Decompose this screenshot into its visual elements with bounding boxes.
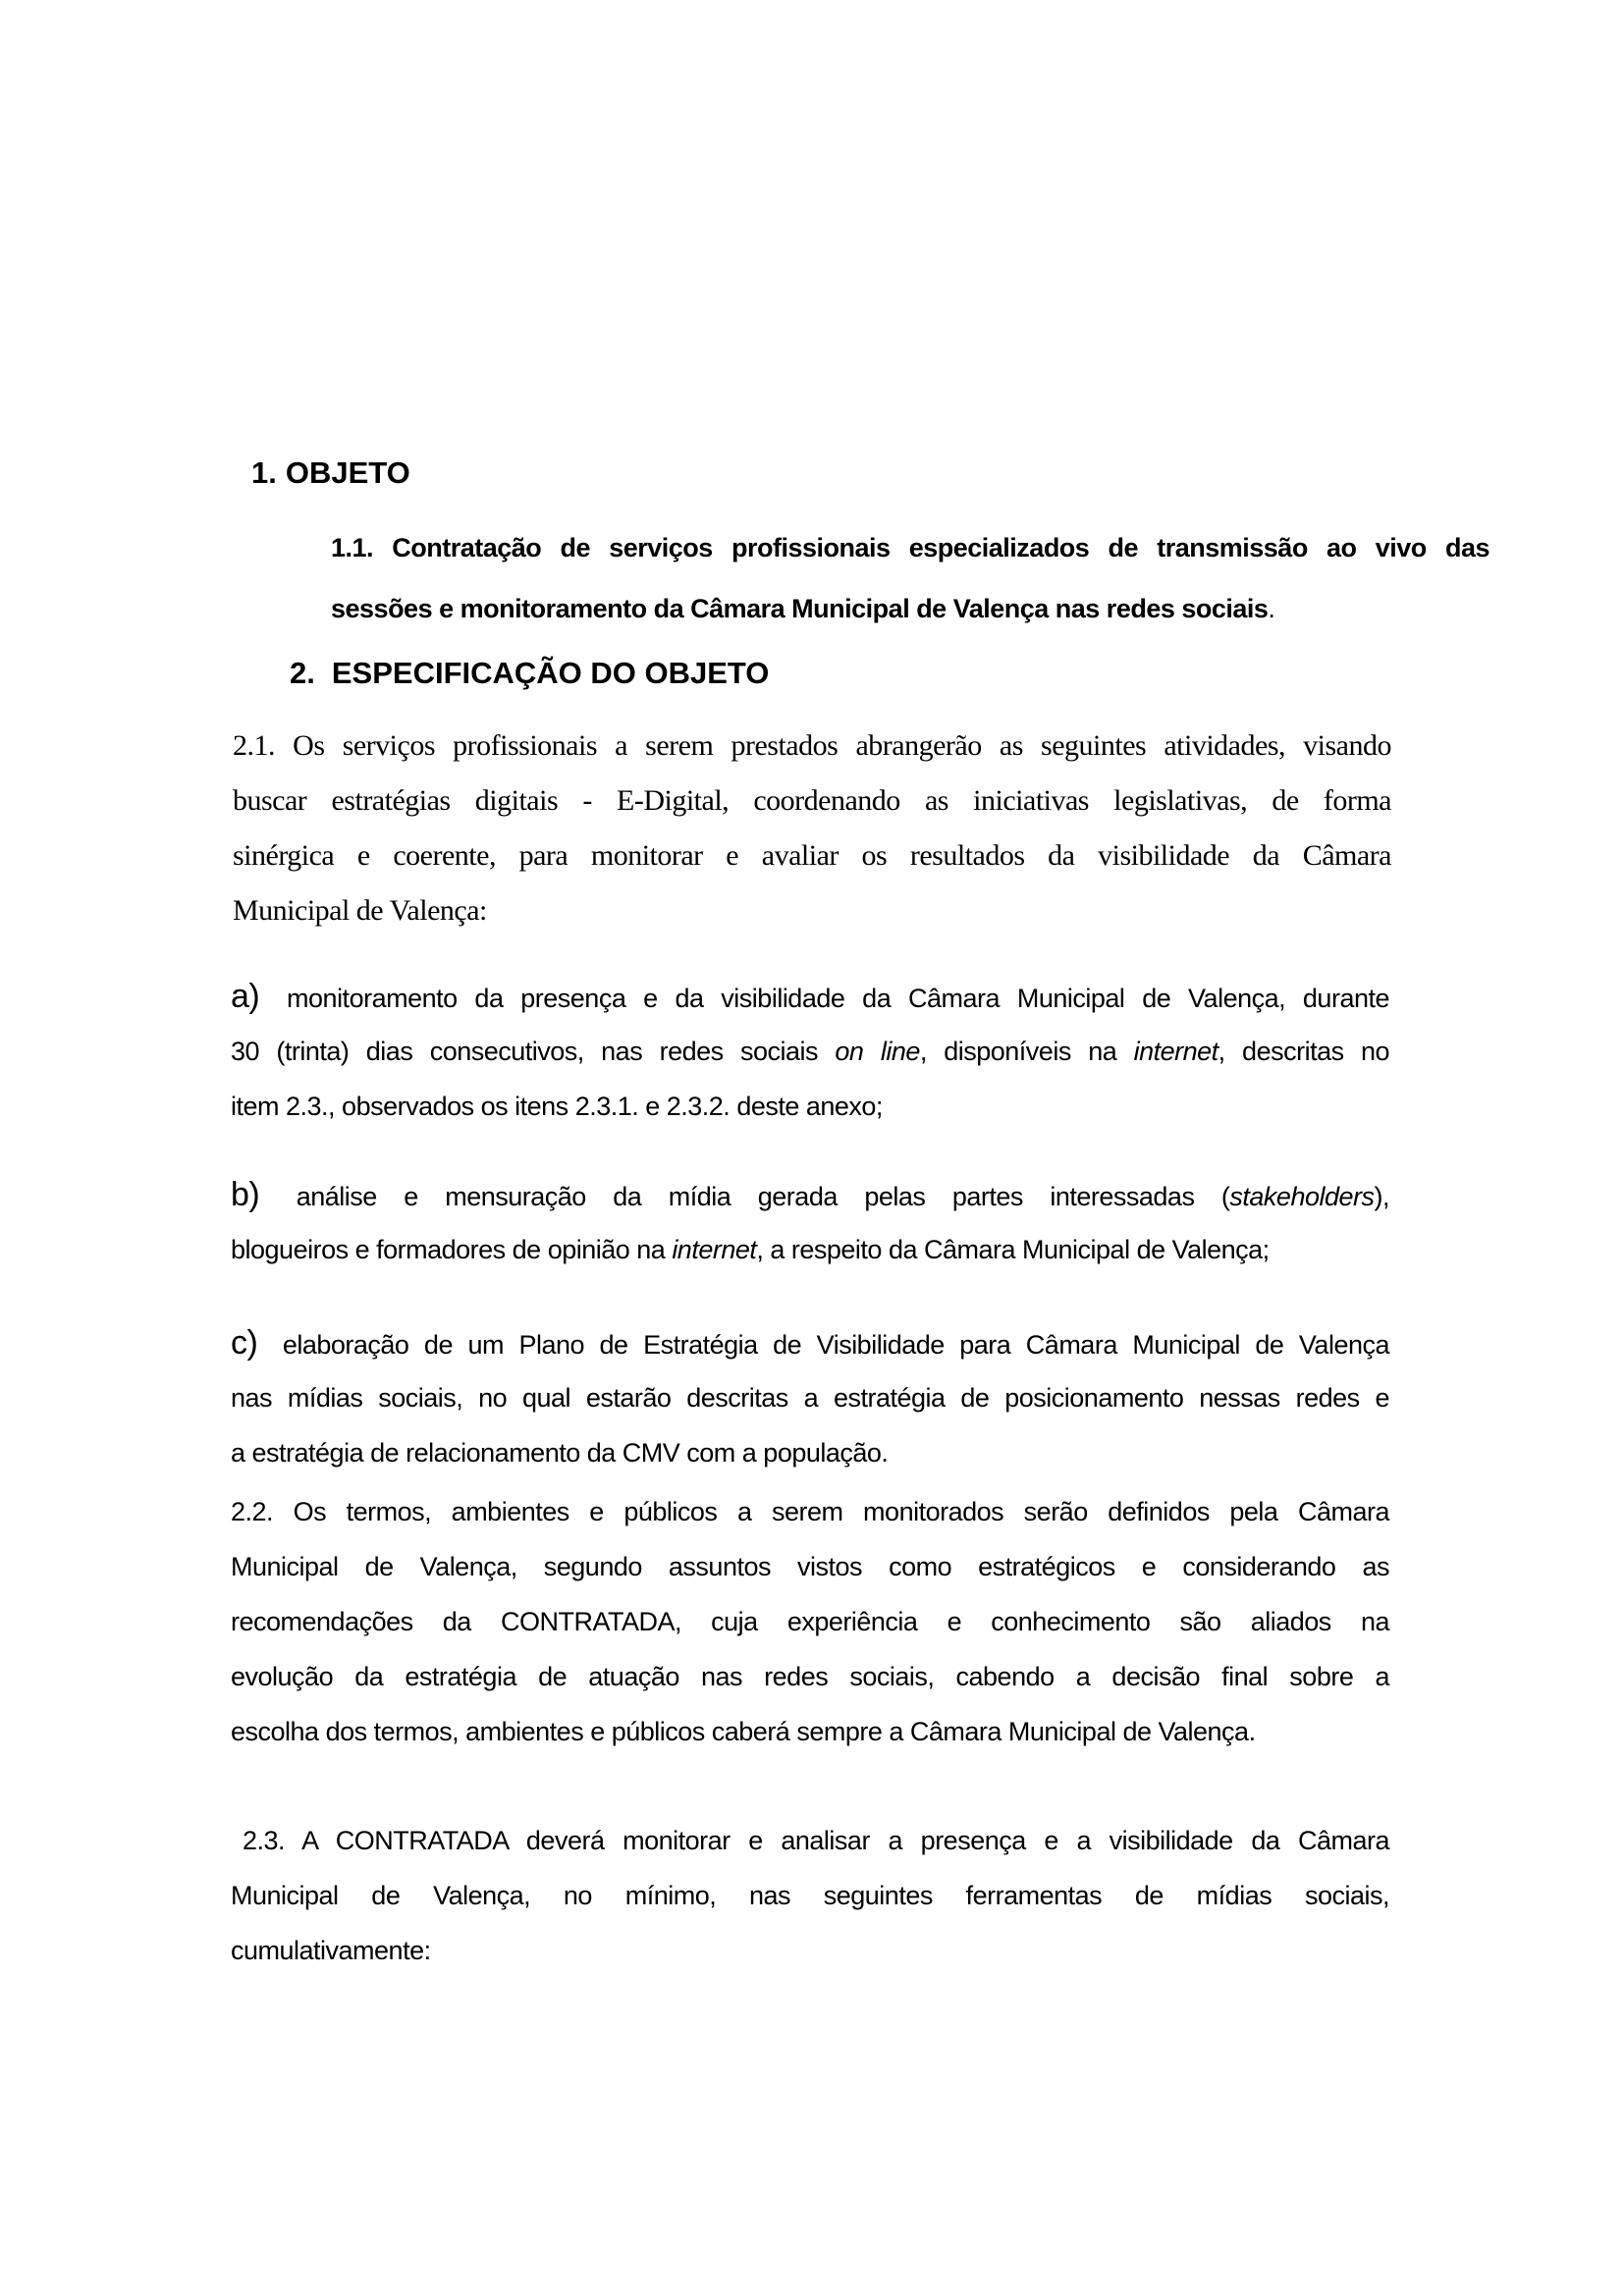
text-line: 2.2. Os termos, ambientes e públicos a serem monitorados serão definidos pela Câmara [231,1497,1389,1526]
section-1-title: OBJETO [285,455,410,490]
text-line: 30 (trinta) dias consecutivos, nas redes sociais on line, disponíveis na internet, descritas no [231,1037,1390,1066]
clause-2-2 [231,1484,1389,1759]
text-line: a estratégia de relacionamento da CMV com a população. [231,1438,889,1468]
text-line: Municipal de Valença, segundo assuntos vistos como estratégicos e considerando as [231,1552,1389,1581]
section-2-number: 2. [290,656,315,690]
section-1-number: 1. [251,455,277,490]
clause-2-1 [233,719,1391,938]
list-marker: b) [231,1176,260,1213]
text-line: item 2.3., observados os itens 2.3.1. e 2.3.2. deste anexo; [231,1092,883,1121]
text-line: 2.3. A CONTRATADA deverá monitorar e analisar a presença e a visibilidade da Câmara [243,1826,1389,1855]
text-line: c) elaboração de um Plano de Estratégia de Visibilidade para Câmara Municipal de Valença [231,1324,1389,1362]
text-line: blogueiros e formadores de opinião na internet, a respeito da Câmara Municipal de Valença; [231,1235,1270,1264]
list-item-a [231,969,1389,1134]
text-line: recomendações da CONTRATADA, cuja experiência e conhecimento são aliados na [231,1607,1389,1636]
text-line: cumulativamente: [231,1936,431,1965]
list-item-c [231,1315,1389,1480]
section-1-heading [251,454,410,492]
text-line: escolha dos termos, ambientes e públicos caberá sempre a Câmara Municipal de Valença. [231,1717,1256,1746]
list-item-b [231,1167,1389,1277]
clause-1-1 [331,517,1489,639]
section-2-title: ESPECIFICAÇÃO DO OBJETO [331,656,770,690]
text-line: Municipal de Valença: [233,894,487,927]
text-line: nas mídias sociais, no qual estarão descritas a estratégia de posicionamento nessas redes e [231,1383,1389,1413]
section-2-heading [290,655,769,692]
text-line: buscar estratégias digitais - E-Digital, coordenando as iniciativas legislativas, de forma [233,784,1391,817]
text-line: Municipal de Valença, no mínimo, nas seguintes ferramentas de mídias sociais, [231,1881,1389,1910]
text-line: b) análise e mensuração da mídia gerada pelas partes interessadas (stakeholders), [231,1176,1389,1213]
text-line: sessões e monitoramento da Câmara Municipal de Valença nas redes sociais. [331,594,1275,623]
text-line: sinérgica e coerente, para monitorar e avaliar os resultados da visibilidade da Câmara [233,839,1391,872]
text-line: evolução da estratégia de atuação nas redes sociais, cabendo a decisão final sobre a [231,1662,1389,1691]
text-line: a) monitoramento da presença e da visibilidade da Câmara Municipal de Valença, durante [231,978,1389,1015]
list-marker: c) [231,1324,258,1362]
text-line: 1.1. Contratação de serviços profissionais especializados de transmissão ao vivo das [331,533,1489,562]
text-line: 2.1. Os serviços profissionais a serem prestados abrangerão as seguintes atividades, visando [233,729,1391,762]
clause-2-3 [231,1813,1389,1978]
list-marker: a) [231,978,260,1015]
